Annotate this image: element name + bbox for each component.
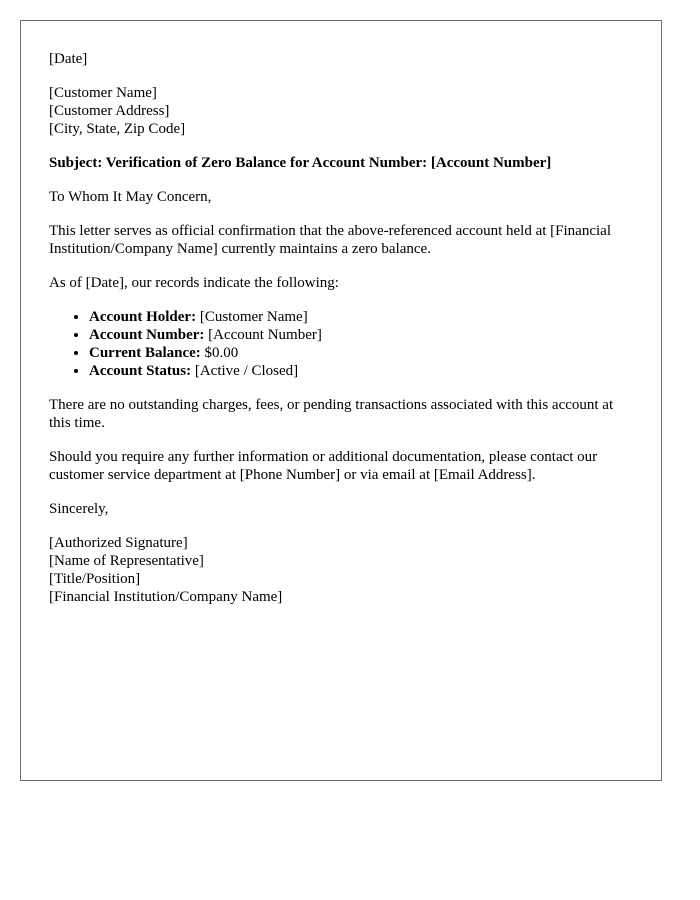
letter-date xyxy=(49,50,633,68)
list-item xyxy=(89,326,633,344)
date-text: [Date] xyxy=(49,51,88,67)
detail-label: Account Number: xyxy=(89,327,205,343)
signature-block xyxy=(49,534,633,606)
recipient-address: [Customer Address] xyxy=(49,103,170,119)
paragraph-no-outstanding: There are no outstanding charges, fees, or pending transactions associated with this account at this time. xyxy=(49,397,614,431)
paragraph-records-intro: As of [Date], our records indicate the following: xyxy=(49,275,339,291)
detail-value: [Customer Name] xyxy=(196,309,308,325)
detail-value: [Account Number] xyxy=(204,327,322,343)
letter-subject: Subject: Verification of Zero Balance for Account Number: [Account Number] xyxy=(49,155,552,171)
list-item xyxy=(89,308,633,326)
detail-label: Account Status: xyxy=(89,363,192,379)
list-item xyxy=(89,362,633,380)
account-details-list xyxy=(49,308,633,380)
detail-value: [Active / Closed] xyxy=(191,363,299,379)
recipient-address-block xyxy=(49,84,633,138)
representative-title: [Title/Position] xyxy=(49,571,141,587)
detail-label: Current Balance: xyxy=(89,345,201,361)
paragraph-contact: Should you require any further information or additional documentation, please contact our customer service department at [Phone Number] or via email at [Email Address]. xyxy=(49,449,598,483)
detail-label: Account Holder: xyxy=(89,309,197,325)
representative-name: [Name of Representative] xyxy=(49,553,204,569)
company-name: [Financial Institution/Company Name] xyxy=(49,589,283,605)
recipient-name: [Customer Name] xyxy=(49,85,157,101)
recipient-city-state-zip: [City, State, Zip Code] xyxy=(49,121,186,137)
authorized-signature: [Authorized Signature] xyxy=(49,535,188,551)
letter-page xyxy=(20,20,662,781)
list-item xyxy=(89,344,633,362)
detail-value: $0.00 xyxy=(200,345,239,361)
letter-salutation: To Whom It May Concern, xyxy=(49,189,212,205)
letter-closing: Sincerely, xyxy=(49,501,109,517)
paragraph-confirmation: This letter serves as official confirmation that the above-referenced account held at [Financial Institution/Company Name] currently maintains a zero balance. xyxy=(49,223,611,257)
